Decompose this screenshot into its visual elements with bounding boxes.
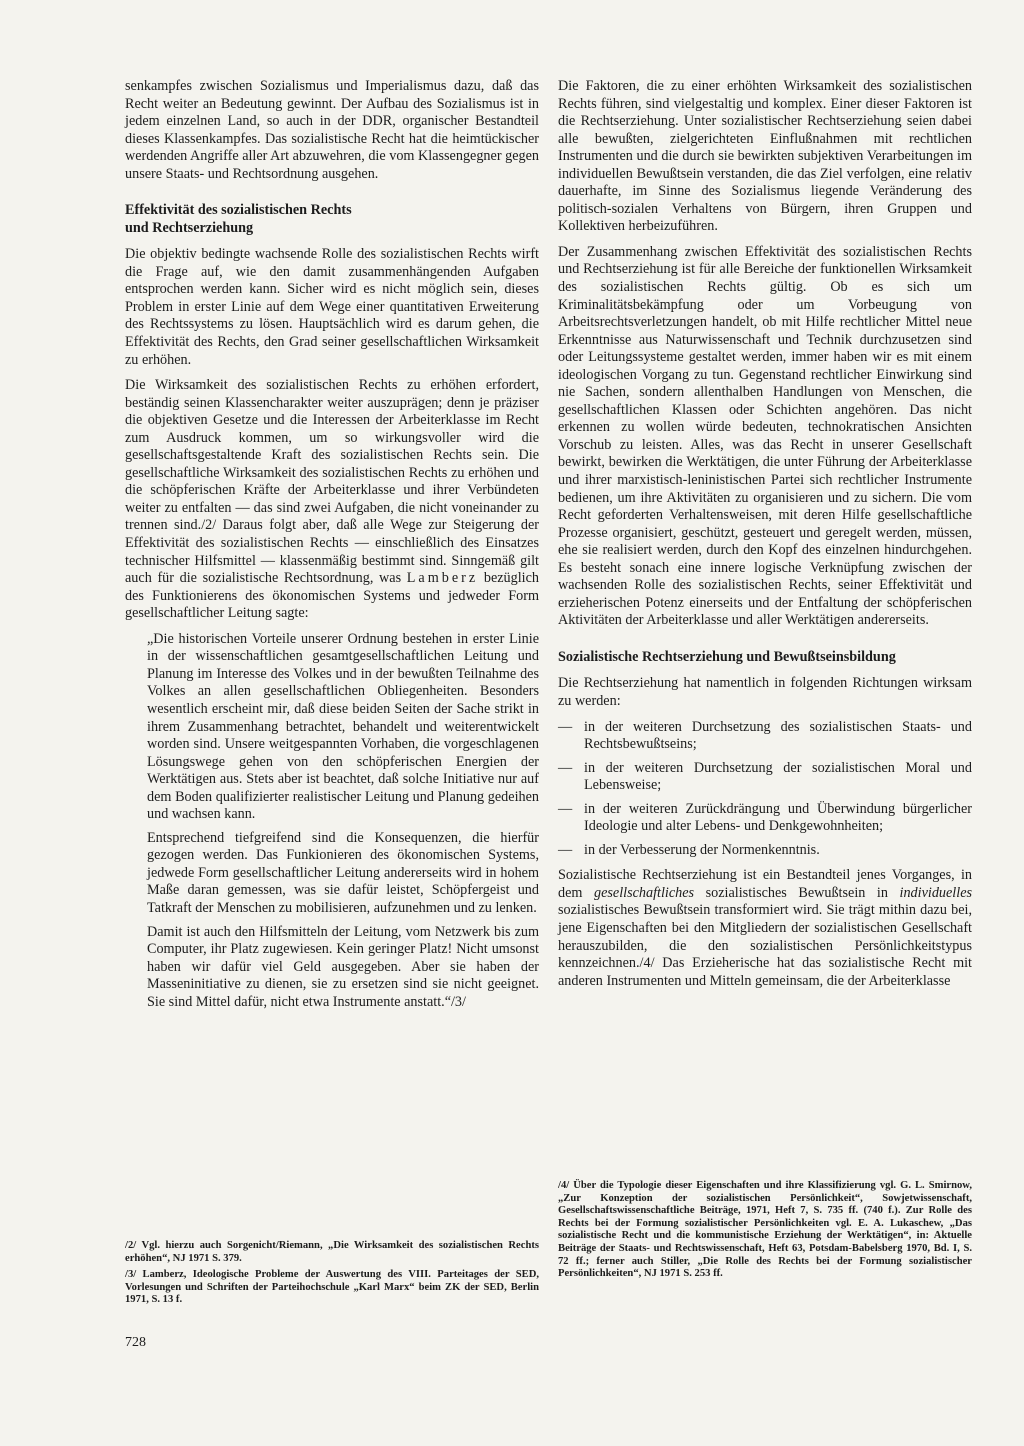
paragraph-text: Die Wirksamkeit des sozialistischen Rechts zu erhöhen erfordert, beständig seinen Klassencharakter weiter auszuprägen; denn je präziser die objektiven Gesetze und die Interessen der Arbeiterklasse im Recht zum Ausdruck kommen, um so wirkungsvoller wird die gesellschaftsgestaltende Kraft des sozialistischen Rechts sein. Die gesellschaftliche Wirksamkeit des sozialistischen Rechts zu erhöhen und die schöpferischen Kräfte der Arbeiterklasse und ihrer Verbündeten weiter zu entfalten — das sind zwei Aufgaben, die nicht voneinander zu trennen sind./2/ Daraus folgt aber, daß alle Wege zur Steigerung der Effektivität des sozialistischen Rechts — einschließlich des Einsatzes technischer Hilfsmittel — klassenmäßig bestimmt sind. Sinngemäß gilt auch für die sozialistische Rechtsordnung, was <box>125 377 539 587</box>
footnotes-left <box>125 1240 539 1311</box>
emphasis: individuelles <box>899 884 973 901</box>
dash-list <box>558 719 972 860</box>
author-name-spaced: Lamberz <box>406 570 479 587</box>
quote-paragraph: „Die historischen Vorteile unserer Ordnung bestehen in erster Linie in der wissenschaftlichen gesamtgesellschaftlichen Leitung und Planung im Interesse des Volkes und in der bewußten Teilnahme des Volkes an allen gesellschaftlichen Obliegenheiten. Besonders wesentlich erscheint mir, daß diese beiden Seiten der Sache strikt in ihrem Zusammenhang betrachtet, behandelt und weiterentwickelt worden sind. Unsere weitgespannten Vorhaben, die vorgeschlagenen Lösungswege gehen von den schöpferischen Energien der Werktätigen aus. Stets aber ist beachtet, daß solche Initiative nur auf dem Boden qualifizierter realistischer Leitung und Planung gedeihen und wachsen kann. <box>147 630 539 823</box>
left-column <box>125 78 539 1019</box>
paragraph-text: sozialistisches Bewußtsein transformiert wird. Sie trägt mithin dazu bei, jene Eigenschaften bei den Mitgliedern der sozialistischen Gesellschaft herauszubilden, die den sozialistischen Persönlichkeitstypus kennzeichnen./4/ Das Erzieherische hat das sozialistische Recht mit anderen Instrumenten und Mitteln gemeinsam, die der Arbeiterklasse <box>558 902 972 989</box>
heading-line-1: Effektivität des sozialistischen Rechts <box>125 202 352 219</box>
list-item-text: in der weiteren Durchsetzung des sozialistischen Staats- und Rechtsbewußtseins; <box>584 718 972 753</box>
paragraph: Die objektiv bedingte wachsende Rolle des sozialistischen Rechts wirft die Frage auf, wie den damit zusammenhängenden Aufgaben entsprochen werden kann. Sicher wird es nicht möglich sein, dieses Problem in erster Linie auf dem Wege einer quantitativen Erweiterung des Rechtssystems zu lösen. Hauptsächlich wird es darum gehen, die Effektivität des Rechts, den Grad seiner gesellschaftlichen Wirksamkeit zu erhöhen. <box>125 246 539 368</box>
dash-marker: — <box>558 718 573 735</box>
list-item <box>558 842 972 860</box>
list-item <box>558 719 972 754</box>
paragraph: Die Rechtserziehung hat namentlich in folgenden Richtungen wirksam zu werden: <box>558 675 972 709</box>
section-heading-rechtserziehung: Sozialistische Rechtserziehung und Bewußtseinsbildung <box>558 648 896 665</box>
section-heading-effektivitaet <box>125 202 539 237</box>
list-item-text: in der weiteren Zurückdrängung und Überwindung bürgerlicher Ideologie und alter Lebens- und Denkgewohnheiten; <box>584 800 972 835</box>
list-item <box>558 801 972 836</box>
paragraph <box>558 867 972 990</box>
paragraph-text: Sozialistische Rechtserziehung ist ein Bestandteil jenes Vorganges, in dem <box>558 867 972 901</box>
list-item-text: in der weiteren Durchsetzung der sozialistischen Moral und Lebensweise; <box>584 759 972 794</box>
paragraph-text: sozialistisches Bewußtsein in <box>705 884 888 901</box>
paragraph-continuation: senkampfes zwischen Sozialismus und Imperialismus dazu, daß das Recht weiter an Bedeutung gewinnt. Der Aufbau des Sozialismus ist in jedem einzelnen Land, so auch in der DDR, organischer Bestandteil dieses Klassenkampfes. Das sozialistische Recht hat die heimtückischer werdenden Angriffe aller Art abzuwehren, die vom Klassengegner gegen unsere Staats- und Rechtsordnung ausgehen. <box>125 78 539 182</box>
heading-line-2: und Rechtserziehung <box>125 219 254 236</box>
page-number: 728 <box>125 1335 146 1350</box>
paragraph: Die Faktoren, die zu einer erhöhten Wirksamkeit des sozialistischen Rechts führen, sind vielgestaltig und komplex. Einer dieser Faktoren ist die Rechtserziehung. Unter sozialistischer Rechtserziehung seien dabei alle bewußten, zielgerichteten Einflußnahmen mit rechtlichen Instrumenten und die durch sie bewirkten subjektiven Verarbeitungen im individuellen Bewußtsein verstanden, die das Ziel verfolgen, eine relativ dauerhafte, im Sinne des Sozialismus liegende Veränderung des politisch-sozialen Verhaltens von Bürgern, ihren Gruppen und Kollektiven herbeizuführen. <box>558 78 972 235</box>
quote-paragraph: Entsprechend tiefgreifend sind die Konsequenzen, die hierfür gezogen werden. Das Funkionieren des ökonomischen Systems, jedwede Form gesellschaftlicher Leitung andererseits wird in hohem Maße daran gemessen, was sie dafür leistet, Schöpfergeist und Tatkraft der Menschen zu mobilisieren, aufzunehmen und zu lenken. <box>147 829 539 916</box>
dash-marker: — <box>558 800 573 817</box>
footnote-3: /3/ Lamberz, Ideologische Probleme der Auswertung des VIII. Parteitages der SED, Vorlesungen und Schriften der Parteihochschule „Karl Marx“ beim ZK der SED, Berlin 1971, S. 13 f. <box>125 1269 539 1306</box>
dash-marker: — <box>558 759 573 776</box>
footnote-2: /2/ Vgl. hierzu auch Sorgenicht/Riemann, „Die Wirksamkeit des sozialistischen Rechts erhöhen“, NJ 1971 S. 379. <box>125 1240 539 1264</box>
quote-paragraph: Damit ist auch den Hilfsmitteln der Leitung, vom Netzwerk bis zum Computer, ihr Platz zugewiesen. Kein geringer Platz! Nicht umsonst haben wir dafür viel Geld ausgegeben. Aber sie haben der Masseninitiative zu dienen, sie zu ersetzen sind sie nicht geeignet. Sie sind Mittel dafür, nicht etwa Instrumente anstatt.“/3/ <box>147 923 539 1010</box>
paragraph-text: bezüglich des Funktionierens des ökonomischen Systems und jedweder Form gesellschaftlicher Leitung sagte: <box>125 570 539 622</box>
footnote-4: /4/ Über die Typologie dieser Eigenschaften und ihre Klassifizierung vgl. G. L. Smirnow, „Zur Konzeption der sozialistischen Persönlichkeit“, Sowjetwissenschaft, Gesellschaftswissenschaftliche Beiträge, 1971, Heft 7, S. 735 ff. (740 f.). Zur Rolle des Rechts bei der Formung sozialistischer Persönlichkeiten vgl. E. A. Lukaschew, „Das sozialistische Recht und die kommunistische Erziehung der Werktätigen“, in: Aktuelle Beiträge der Staats- und Rechtswissenschaft, Heft 63, Potsdam-Babelsberg 1970, Bd. I, S. 72 ff.; ferner auch Stiller, „Die Rolle des Rechts bei der Formung sozialistischer Persönlichkeiten“, NJ 1971 S. 253 ff. <box>558 1180 972 1280</box>
paragraph <box>125 377 539 623</box>
emphasis: gesellschaftliches <box>594 884 695 901</box>
list-item <box>558 760 972 795</box>
footnotes-right <box>558 1180 972 1285</box>
dash-marker: — <box>558 841 573 858</box>
right-column <box>558 78 972 998</box>
paragraph: Der Zusammenhang zwischen Effektivität des sozialistischen Rechts und Rechtserziehung ist für alle Bereiche der funktionellen Wirksamkeit des sozialistischen Rechts gültig. Ob es sich um Kriminalitätsbekämpfung oder um Vorbeugung von Arbeitsrechtsverletzungen handelt, ob mit Hilfe rechtlicher Mittel neue Erkenntnisse aus Naturwissenschaft und Technik durchzusetzen sind oder Leitungssysteme gestaltet werden, immer haben wir es mit einem ideologischen Vorgang zu tun. Gegenstand rechtlicher Einwirkung sind nie Sachen, sondern allenthalben Handlungen von Menschen, die gesellschaftlichen Klassen oder Schichten angehören. Das nicht erkennen zu wollen würde bedeuten, technokratischen Ansichten Vorschub zu leisten. Alles, was das Recht in unserer Gesellschaft bewirkt, bewirken die Werktätigen, die unter Führung der Arbeiterklasse und ihrer marxistisch-leninistischen Partei sich rechtlicher Instrumente bedienen, um ihre Aktivitäten zu organisieren und zu sichern. Die vom Recht geforderten Verhaltensweisen, mit deren Hilfe gesellschaftliche Prozesse organisiert, geschützt, gesteuert und geregelt werden, müssen, ehe sie realisiert werden, durch den Kopf des einzelnen hindurchgehen. Es besteht sonach eine innere logische Verknüpfung zwischen der wachsenden Rolle des sozialistischen Rechts, seiner Effektivität und erzieherischen Potenz einerseits und der Entfaltung der schöpferischen Aktivitäten der Arbeiterklasse und aller Werktätigen andererseits. <box>558 243 972 629</box>
list-item-text: in der Verbesserung der Normenkenntnis. <box>584 841 820 858</box>
block-quote <box>147 631 539 1011</box>
